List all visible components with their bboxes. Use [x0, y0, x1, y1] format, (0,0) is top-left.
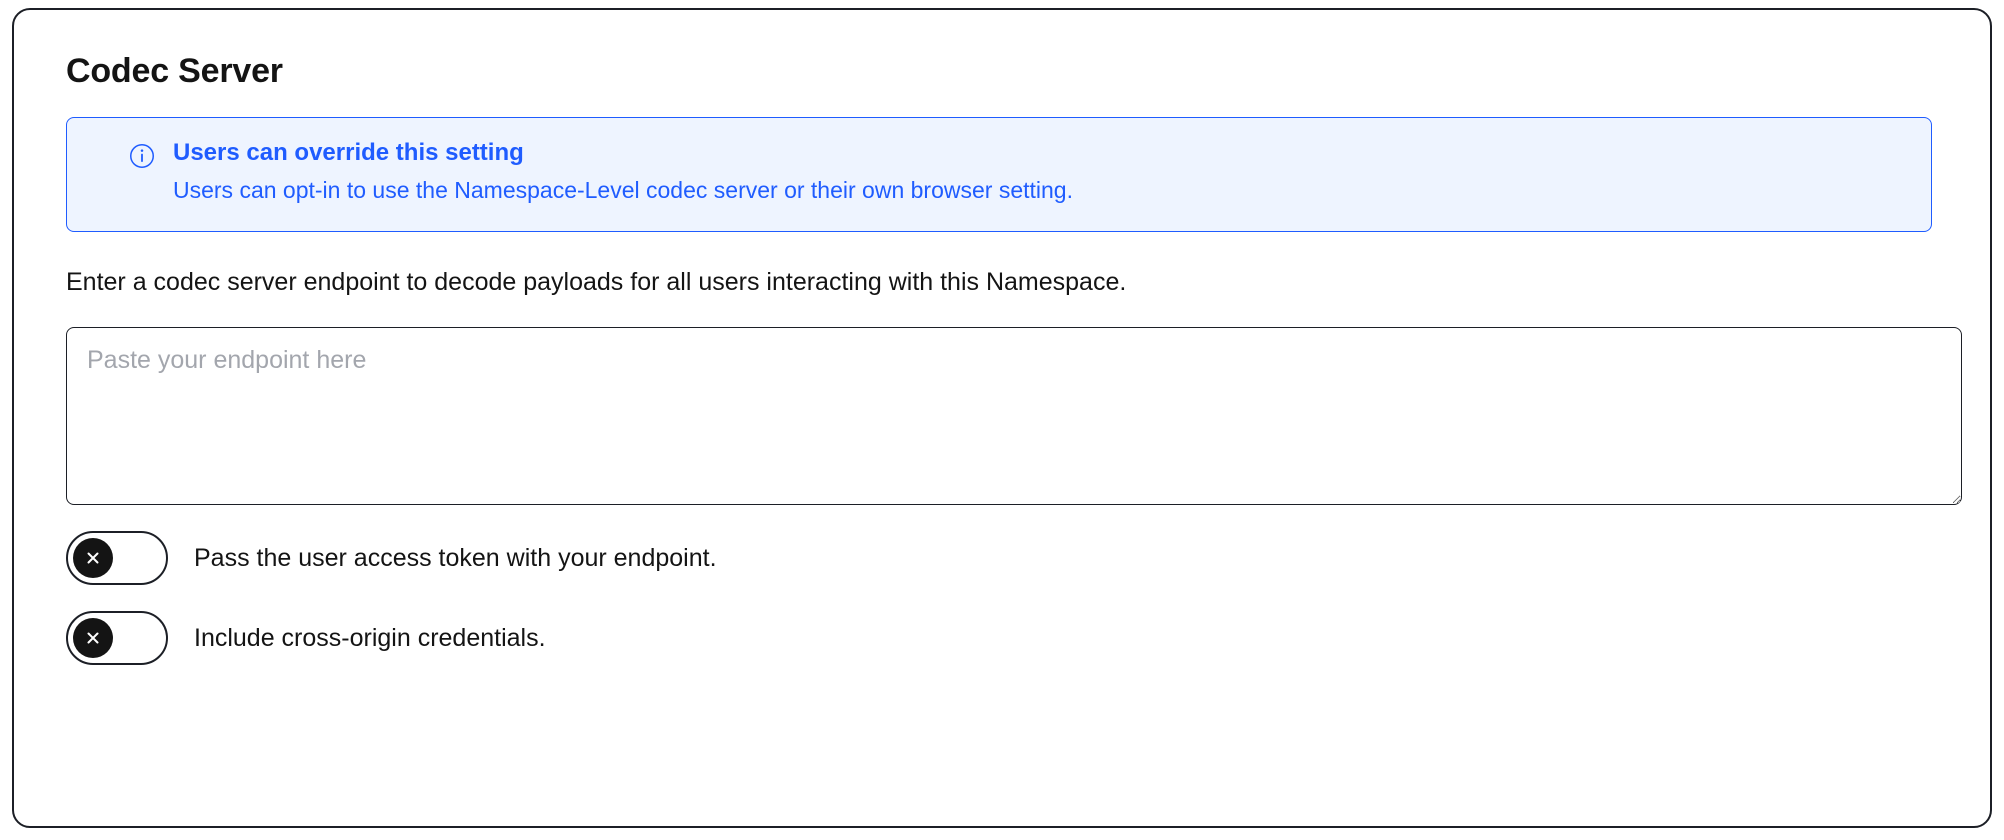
include-cross-origin-credentials-toggle[interactable] [66, 611, 168, 665]
pass-access-token-toggle[interactable] [66, 531, 168, 585]
close-icon [73, 538, 113, 578]
toggle-row-cross-origin [66, 611, 1946, 665]
description-text: Enter a codec server endpoint to decode payloads for all users interacting with this Namespace. [66, 268, 1127, 297]
pass-access-token-label: Pass the user access token with your endpoint. [194, 543, 717, 572]
page-title: Codec Server [66, 52, 283, 90]
callout-title: Users can override this setting [173, 139, 524, 166]
callout-body: Users can opt-in to use the Namespace-Level codec server or their own browser setting. [173, 177, 1073, 204]
include-cross-origin-credentials-label: Include cross-origin credentials. [194, 623, 546, 652]
codec-server-panel [12, 8, 1992, 828]
override-setting-callout [66, 117, 1932, 232]
close-icon [73, 618, 113, 658]
info-icon [129, 143, 155, 169]
toggle-row-access-token [66, 531, 1946, 585]
panel-content [14, 10, 1990, 665]
codec-endpoint-input[interactable] [66, 327, 1962, 505]
callout-text [173, 140, 1073, 205]
